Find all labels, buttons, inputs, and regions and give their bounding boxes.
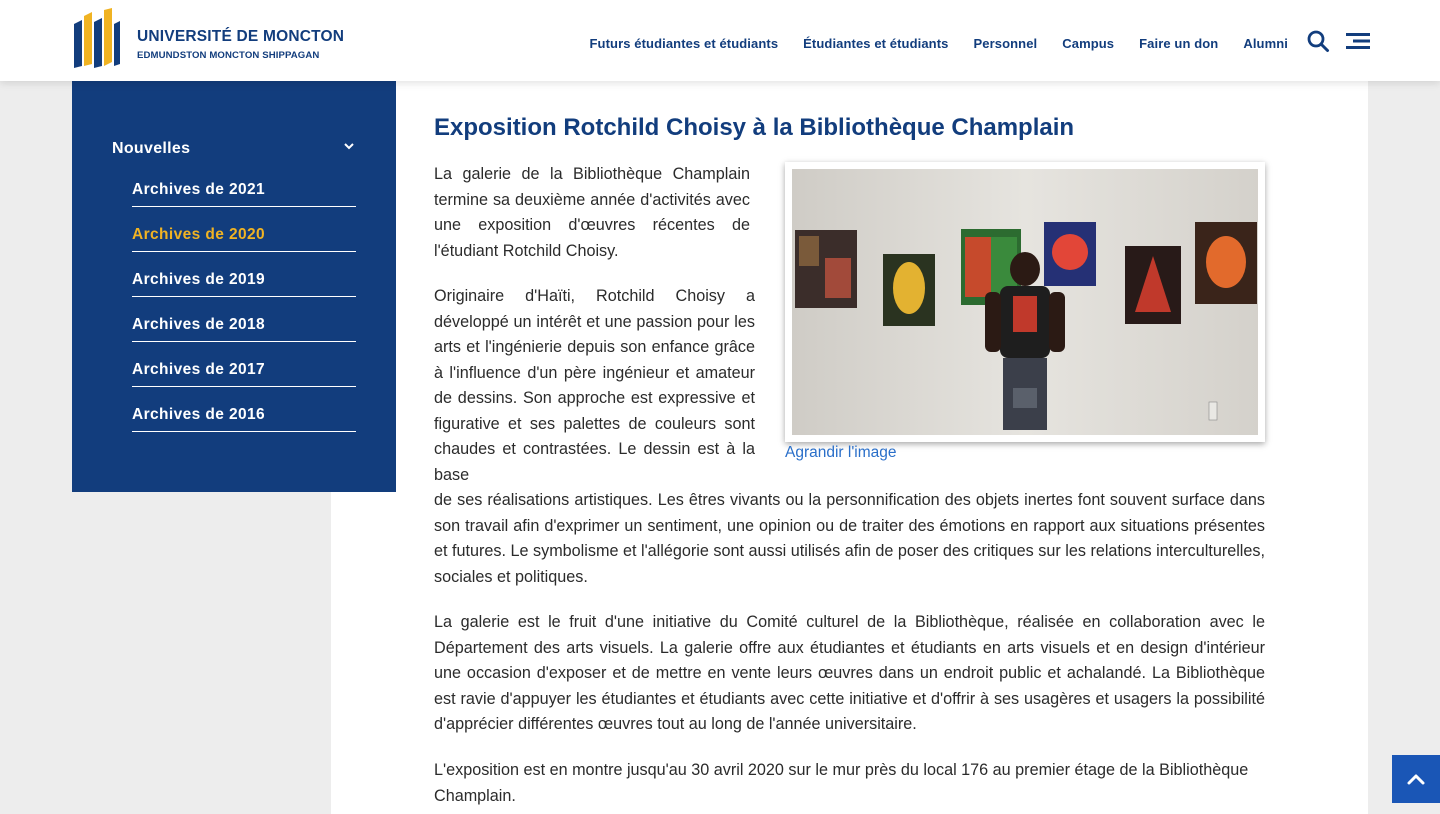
sidebar-item-2016[interactable] — [132, 406, 356, 432]
article-paragraph-2a: Originaire d'Haïti, Rotchild Choisy a développé un intérêt et une passion pour les arts et l'ingénierie depuis son enfance grâce à l'influence d'un père ingénieur et amateur de dessins. Son approche est expressive et figurative et ses palettes de couleurs sont chaudes et contrastées. Le dessin est à la base — [434, 287, 755, 484]
exhibition-photo — [785, 162, 1265, 442]
nav-personnel[interactable]: Personnel — [973, 36, 1038, 51]
sidebar-item-label: Archives de 2018 — [132, 316, 266, 333]
article-paragraph-4: L'exposition est en montre jusqu'au 30 avril 2020 sur le mur près du local 176 au premier étage de la Bibliothèque Champlain. — [434, 761, 1249, 805]
article-paragraph-2b: de ses réalisations artistiques. Les êtres vivants ou la personnification des objets inertes font souvent surface dans son travail afin d'exprimer un sentiment, une opinion ou de traiter des émotions en rapport aux situations présentes et futures. Le symbolisme et l'allégorie sont aussi utilisés afin de poser des critiques sur les relations interculturelles, sociales et politiques. — [434, 491, 1265, 586]
site-header — [0, 0, 1440, 81]
sidebar-item-label: Archives de 2017 — [132, 361, 266, 378]
enlarge-image-link[interactable]: Agrandir l'image — [785, 444, 897, 461]
sidebar-item-label: Archives de 2019 — [132, 271, 266, 288]
sidebar-item-2021[interactable] — [132, 181, 356, 207]
nav-etudiants[interactable]: Étudiantes et étudiants — [803, 36, 949, 51]
logo-wordmark: UNIVERSITÉ DE MONCTON — [137, 28, 345, 45]
sidebar-item-label: Archives de 2020 — [132, 226, 266, 243]
sidebar-item-2020[interactable] — [132, 226, 356, 252]
menu-icon[interactable] — [1346, 32, 1370, 50]
sidebar-item-label: Archives de 2021 — [132, 181, 266, 198]
logo-campuses: EDMUNDSTON MONCTON SHIPPAGAN — [137, 50, 320, 61]
search-icon[interactable] — [1306, 29, 1330, 53]
article-intro: La galerie de la Bibliothèque Champlain termine sa deuxième année d'activités avec une exposition d'œuvres récentes de l'étudiant Rotchild Choisy. — [434, 165, 750, 260]
page-title: Exposition Rotchild Choisy à la Bibliothèque Champlain — [434, 114, 1075, 141]
logo-mark-icon — [72, 8, 120, 68]
article-content — [331, 60, 1368, 814]
nav-campus[interactable]: Campus — [1062, 36, 1115, 51]
sidebar — [72, 81, 396, 492]
sidebar-item-label: Archives de 2016 — [132, 406, 266, 423]
nav-futurs-etudiants[interactable]: Futurs étudiantes et étudiants — [589, 36, 779, 51]
article-paragraph-3: La galerie est le fruit d'une initiative du Comité culturel de la Bibliothèque, réalisée en collaboration avec le Département des arts visuels. La galerie offre aux étudiantes et étudiants en arts visuels et en design d'intérieur une occasion d'exposer et de mettre en vente leurs œuvres dans un endroit public et achalandé. La Bibliothèque est ravie d'appuyer les étudiantes et étudiants avec cette initiative et d'offrir à ses usagères et usagers la possibilité d'apprécier différentes œuvres tout au long de l'année universitaire. — [434, 613, 1265, 733]
sidebar-item-2017[interactable] — [132, 361, 356, 387]
chevron-up-icon — [1392, 755, 1440, 803]
sidebar-item-2019[interactable] — [132, 271, 356, 297]
back-to-top-button[interactable] — [1392, 755, 1440, 803]
nav-alumni[interactable]: Alumni — [1243, 36, 1288, 51]
sidebar-item-2018[interactable] — [132, 316, 356, 342]
main-nav — [565, 36, 1288, 56]
article-photo[interactable] — [785, 162, 1265, 442]
university-logo[interactable] — [72, 8, 345, 70]
nav-faire-un-don[interactable]: Faire un don — [1139, 36, 1219, 51]
sidebar-title[interactable]: Nouvelles — [112, 140, 191, 157]
chevron-down-icon[interactable] — [342, 139, 356, 153]
